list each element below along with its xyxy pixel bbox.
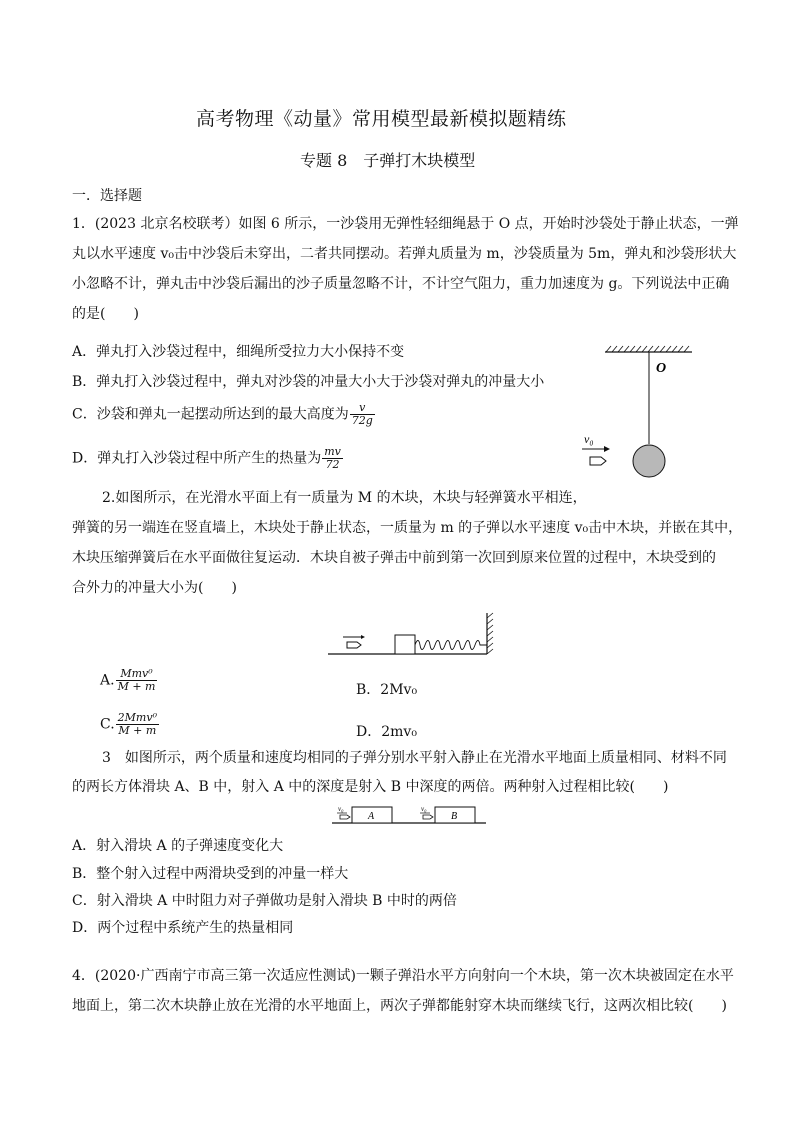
section-heading: 一．选择题 — [72, 188, 142, 204]
option-a — [100, 668, 158, 693]
question-text: 合外力的冲量大小为( ) — [72, 580, 237, 596]
option-c — [100, 712, 160, 737]
point-o-label: O — [656, 361, 667, 376]
velocity-label: v₀ — [584, 432, 594, 446]
section-subtitle: 专题 8 子弹打木块模型 — [300, 151, 476, 170]
pendulum-figure — [570, 342, 710, 482]
option-c-text: C．沙袋和弹丸一起摆动所达到的最大高度为 — [72, 406, 349, 423]
option-d-text: D．弹丸打入沙袋过程中所产生的热量为 — [72, 450, 322, 467]
fraction-numerator: v — [350, 402, 375, 415]
bullet — [590, 457, 606, 465]
fraction-denominator: 72 — [325, 458, 340, 471]
fraction — [116, 712, 159, 737]
fraction-numerator: mv — [324, 445, 341, 458]
fraction — [116, 668, 158, 693]
velocity-label: v₀ — [421, 805, 427, 813]
question-text: 弹簧的另一端连在竖直墙上，木块处于静止状态，一质量为 m 的子弹以水平速度 v₀击中木块，并嵌在其中， — [72, 520, 743, 536]
sandbag — [633, 445, 665, 477]
question-text: 地面上，第二次木块静止放在光滑的水平地面上，两次子弹都能射穿木块而继续飞行，这两次相比较( ) — [72, 998, 727, 1014]
question-text: 木块压缩弹簧后在水平面做往复运动．木块自被子弹击中前到第一次回到原来位置的过程中，木块受到的 — [72, 550, 716, 566]
velocity-arrowhead — [604, 446, 610, 452]
option-d: D．2mv₀ — [356, 724, 417, 740]
question-text: 的两长方体滑块 A、B 中，射入 A 中的深度是射入 B 中深度的两倍。两种射入过程相比较( ) — [72, 779, 669, 795]
spring-block-figure — [325, 610, 505, 660]
option-a-label: A. — [100, 672, 115, 689]
fraction-numerator: 2Mmv⁰ — [117, 711, 157, 724]
question-text: 丸以水平速度 v₀击中沙袋后未穿出，二者共同摆动。若弹丸质量为 m，沙袋质量为 5m，弹丸和沙袋形状大 — [72, 246, 737, 262]
option-b: B．弹丸打入沙袋过程中，弹丸对沙袋的冲量大小大于沙袋对弹丸的冲量大小 — [72, 374, 545, 390]
question-text: 3 如图所示，两个质量和速度均相同的子弹分别水平射入静止在光滑水平地面上质量相同、材料不同 — [102, 750, 727, 766]
block — [395, 635, 415, 654]
fraction — [350, 402, 375, 427]
bullet — [340, 815, 350, 819]
fraction-denominator: 72g — [351, 414, 373, 427]
question-text: 的是( ) — [72, 306, 139, 322]
block-a-label: A — [368, 811, 375, 822]
option-a: A．弹丸打入沙袋过程中，细绳所受拉力大小保持不变 — [72, 344, 405, 360]
option-c-label: C. — [100, 716, 115, 733]
question-text: 小忽略不计，弹丸击中沙袋后漏出的沙子质量忽略不计，不计空气阻力，重力加速度为 g。下列说法中正确 — [72, 276, 730, 292]
velocity-label: v₀ — [338, 805, 344, 813]
spring — [415, 641, 487, 650]
wall-hatch — [487, 613, 493, 654]
velocity-arrowhead — [361, 635, 365, 639]
question-text: 4．(2020·广西南宁市高三第一次适应性测试)一颗子弹沿水平方向射向一个木块，第一次木块被固定在水平 — [72, 968, 734, 984]
option-d: D．两个过程中系统产生的热量相同 — [72, 920, 294, 936]
option-c: C．射入滑块 A 中时阻力对子弹做功是射入滑块 B 中时的两倍 — [72, 893, 457, 909]
question-text: 1．(2023 北京名校联考）如图 6 所示，一沙袋用无弹性轻细绳悬于 O 点，开始时沙袋处于静止状态，一弹 — [72, 216, 739, 232]
option-b: B．整个射入过程中两滑块受到的冲量一样大 — [72, 866, 349, 882]
ceiling-hatch — [606, 346, 689, 352]
option-d — [72, 446, 344, 471]
option-b: B．2Mv₀ — [356, 682, 418, 698]
bullet — [423, 815, 433, 819]
option-a: A．射入滑块 A 的子弹速度变化大 — [72, 838, 284, 854]
fraction-numerator: Mmv⁰ — [116, 668, 158, 681]
option-c — [72, 402, 376, 427]
fraction-denominator: M + m — [118, 724, 157, 737]
block-b-label: B — [451, 811, 458, 822]
fraction-denominator: M + m — [117, 680, 156, 693]
two-blocks-figure — [330, 802, 490, 826]
fraction — [322, 446, 343, 471]
page-title: 高考物理《动量》常用模型最新模拟题精练 — [196, 108, 567, 130]
bullet — [347, 642, 361, 648]
question-text: 2.如图所示，在光滑水平面上有一质量为 M 的木块，木块与轻弹簧水平相连， — [102, 490, 587, 506]
